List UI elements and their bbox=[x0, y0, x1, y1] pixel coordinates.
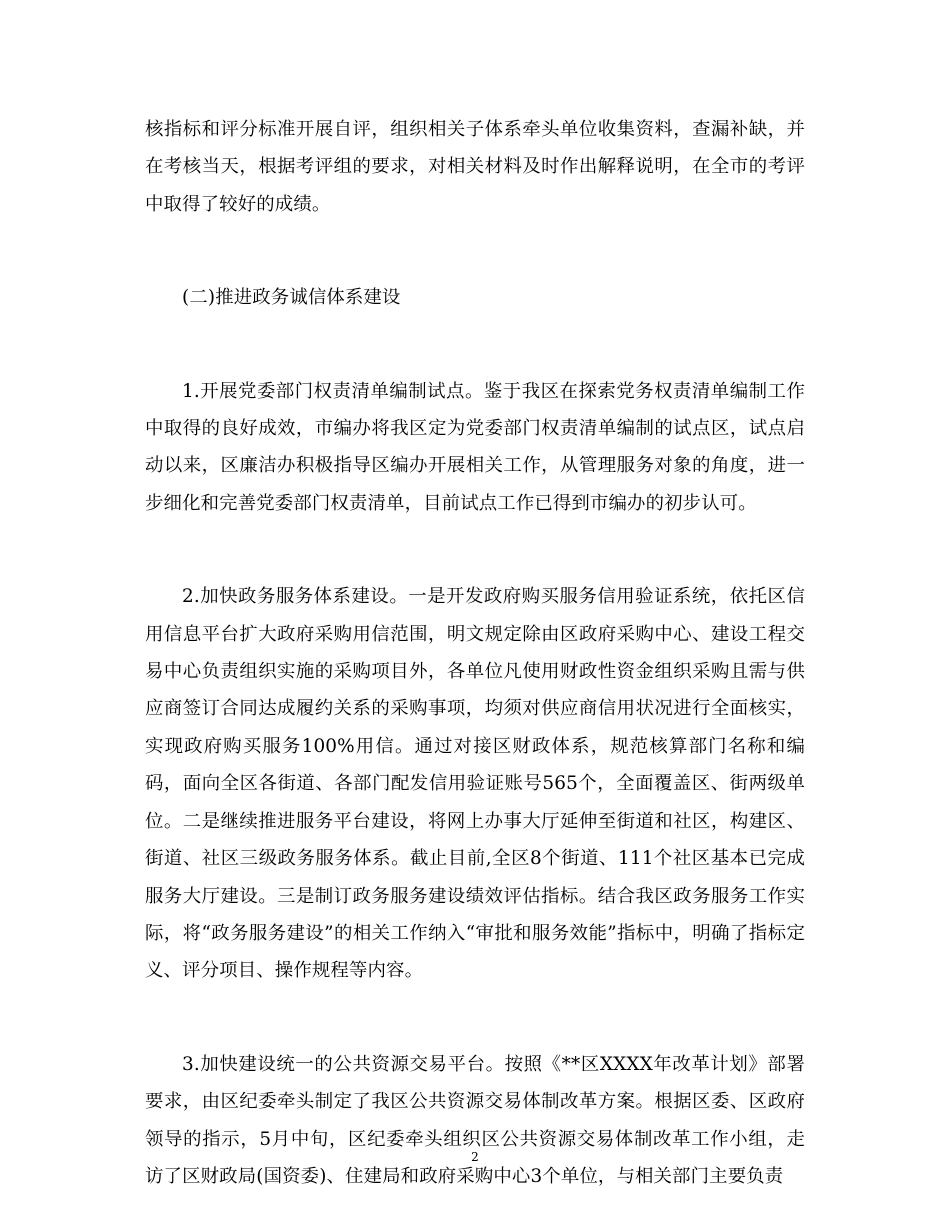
paragraph-item-3: 3.加快建设统一的公共资源交易平台。按照《**区XXXX年改革计划》部署要求，由区纪委牵头制定了我区公共资源交易体制改革方案。根据区委、区政府领导的指示，5月中旬，区纪委牵头组织区公共资源交易体制改革工作小组，走访了区财政局(国资委)、住建局和政府采购中心3个单位，与相关部门主要负责 bbox=[145, 1053, 805, 1187]
paragraph-continuation: 核指标和评分标准开展自评，组织相关子体系牵头单位收集资料，查漏补缺，并在考核当天，根据考评组的要求，对相关材料及时作出解释说明，在全市的考评中取得了较好的成绩。 bbox=[145, 119, 805, 215]
section-heading: (二)推进政务诚信体系建设 bbox=[182, 287, 401, 309]
paragraph-gap bbox=[145, 522, 805, 578]
paragraph-gap bbox=[145, 990, 805, 1046]
paragraph-gap bbox=[145, 223, 805, 279]
page-body bbox=[145, 111, 805, 1195]
paragraph-item-1: 1.开展党委部门权责清单编制试点。鉴于我区在探索党务权责清单编制工作中取得的良好成效，市编办将我区定为党委部门权责清单编制的试点区，试点启动以来，区廉洁办积极指导区编办开展相关工作，从管理服务对象的角度，进一步细化和完善党委部门权责清单，目前试点工作已得到市编办的初步认可。 bbox=[145, 380, 805, 514]
paragraph-item-2: 2.加快政务服务体系建设。一是开发政府购买服务信用验证系统，依托区信用信息平台扩大政府采购用信范围，明文规定除由区政府采购中心、建设工程交易中心负责组织实施的采购项目外，各单位凡使用财政性资金组织采购且需与供应商签订合同达成履约关系的采购事项，均须对供应商信用状况进行全面核实，实现政府购买服务100%用信。通过对接区财政体系，规范核算部门名称和编码，面向全区各街道、各部门配发信用验证账号565个，全面覆盖区、街两级单位。二是继续推进服务平台建设，将网上办事大厅延伸至街道和社区，构建区、街道、社区三级政务服务体系。截止目前,全区8个街道、111个社区基本已完成服务大厅建设。三是制订政务服务建设绩效评估指标。结合我区政务服务工作实际，将“政务服务建设”的相关工作纳入“审批和服务效能”指标中，明确了指标定义、评分项目、操作规程等内容。 bbox=[145, 586, 805, 982]
paragraph-gap bbox=[145, 317, 805, 373]
page-number: 2 bbox=[471, 1150, 479, 1164]
